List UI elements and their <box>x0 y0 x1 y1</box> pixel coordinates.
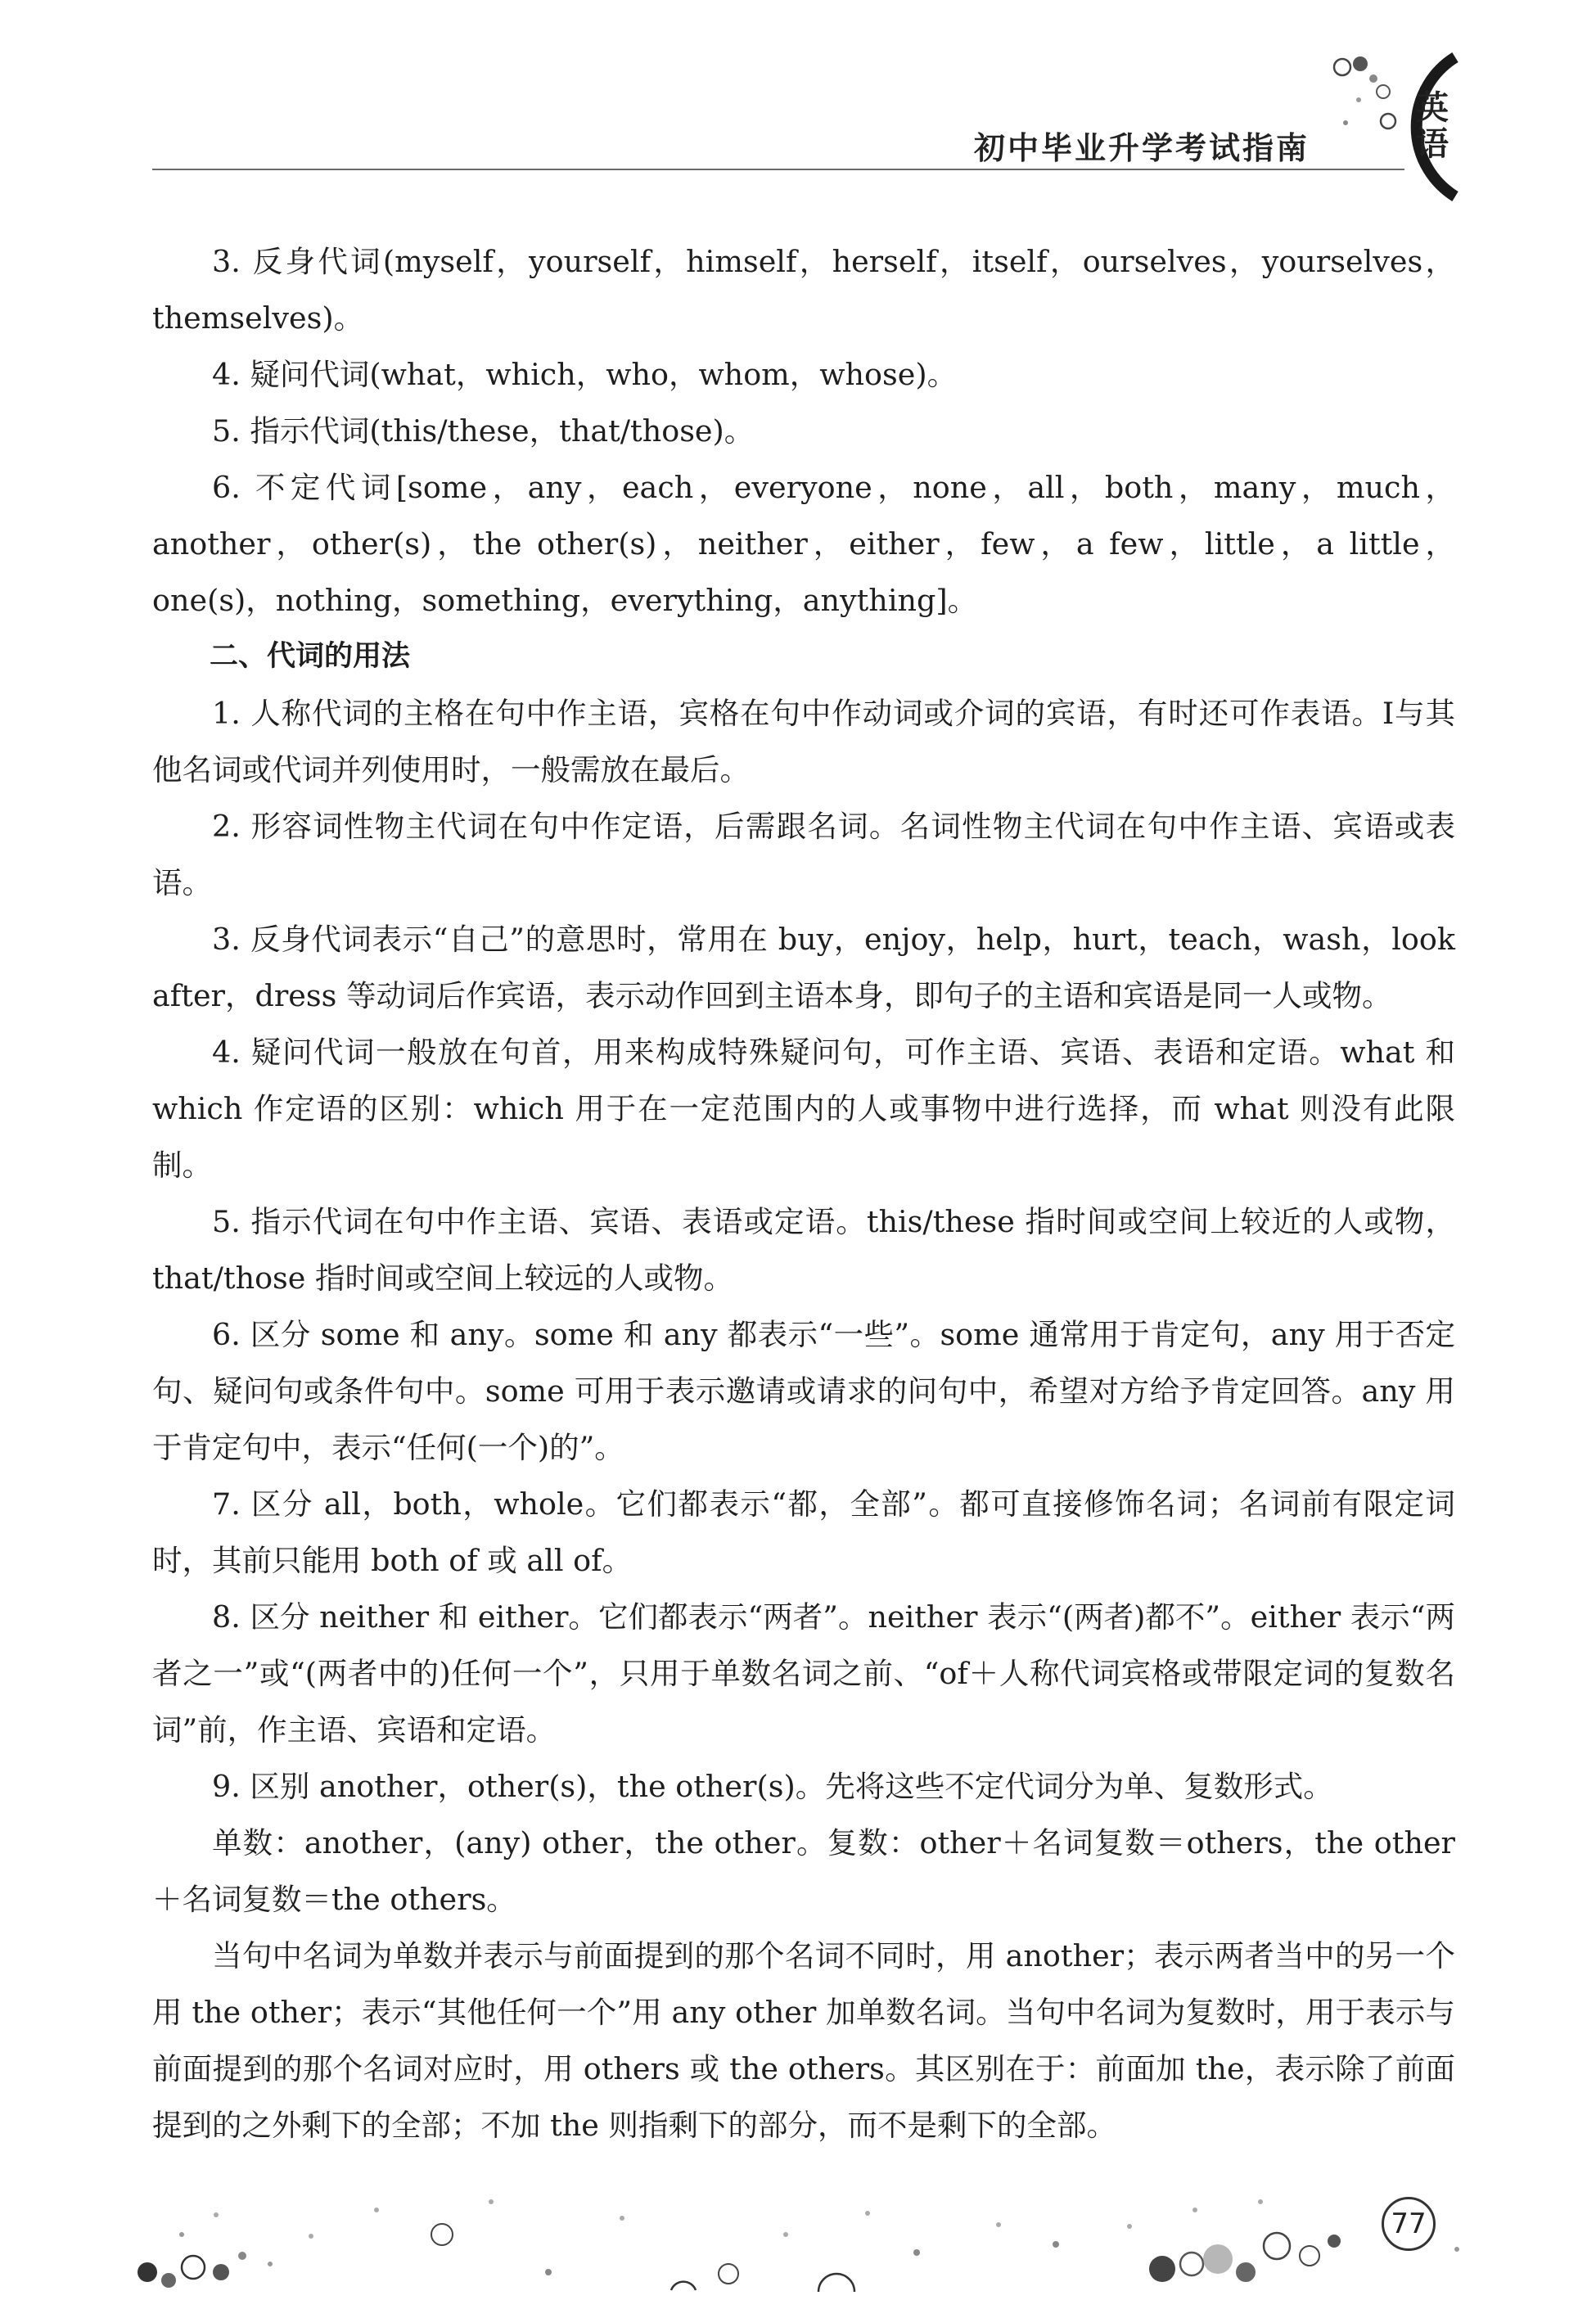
header-rule <box>152 169 1404 170</box>
usage-1: 1. 人称代词的主格在句中作主语，宾格在句中作动词或介词的宾语，有时还可作表语。I与其他名词或代词并列使用时，一般需放在最后。 <box>152 696 1455 787</box>
usage-8: 8. 区分 neither 和 either。它们都表示“两者”。neither 表示“(两者)都不”。either 表示“两者之一”或“(两者中的)任何一个”，只用于单数名词之前、“of＋人称代词宾格或带限定词的复数名词”前，作主语、宾语和定语。 <box>152 1599 1455 1748</box>
usage-2: 2. 形容词性物主代词在句中作定语，后需跟名词。名词性物主代词在句中作主语、宾语或表语。 <box>152 809 1455 900</box>
pronoun-type-6: 6. 不定代词[some，any，each，everyone，none，all，both，many，much，another，other(s)，the other(s)，neither，either，few，a few，little，a little，one(s)，nothing，something，everything，anything]。 <box>152 470 1455 618</box>
section-heading: 二、代词的用法 <box>210 640 411 673</box>
usage-7: 7. 区分 all，both，whole。它们都表示“都，全部”。都可直接修饰名词；名词前有限定词时，其前只能用 both of 或 all of。 <box>152 1486 1455 1578</box>
usage-3: 3. 反身代词表示“自己”的意思时，常用在 buy，enjoy，help，hurt，teach，wash，look after，dress 等动词后作宾语，表示动作回到主语本身，即句子的主语和宾语是同一人或物。 <box>152 922 1455 1013</box>
pronoun-type-4: 4. 疑问代词(what，which，who，whom，whose)。 <box>212 357 958 392</box>
footer-circle-decoration <box>131 2112 1473 2300</box>
subject-label: 英语 <box>1416 88 1449 163</box>
usage-5: 5. 指示代词在句中作主语、宾语、表语或定语。this/these 指时间或空间上较近的人或物，that/those 指时间或空间上较远的人或物。 <box>152 1204 1455 1296</box>
usage-9-singular-plural: 单数：another，(any) other，the other。复数：other＋名词复数＝others，the other＋名词复数＝the others。 <box>152 1825 1455 1917</box>
usage-9-explanation: 当句中名词为单数并表示与前面提到的那个名词不同时，用 another；表示两者当中的另一个用 the other；表示“其他任何一个”用 any other 加单数名词。当句中名词为复数时，用于表示与前面提到的那个名词对应时，用 others 或 the others。其区别在于：前面加 the，表示除了前面提到的之外剩下的全部；不加 the 则指剩下的部分，而不是剩下的全部。 <box>152 1938 1455 2143</box>
usage-6: 6. 区分 some 和 any。some 和 any 都表示“一些”。some 通常用于肯定句，any 用于否定句、疑问句或条件句中。some 可用于表示邀请或请求的问句中，希望对方给予肯定回答。any 用于肯定句中，表示“任何(一个)的”。 <box>152 1317 1455 1465</box>
page-number: 77 <box>1382 2197 1436 2251</box>
usage-4: 4. 疑问代词一般放在句首，用来构成特殊疑问句，可作主语、宾语、表语和定语。what 和 which 作定语的区别：which 用于在一定范围内的人或事物中进行选择，而 what 则没有此限制。 <box>152 1035 1455 1183</box>
pronoun-type-3: 3. 反身代词(myself，yourself，himself，herself，itself，ourselves，yourselves，themselves)。 <box>152 244 1455 336</box>
book-title: 初中毕业升学考试指南 <box>974 129 1310 166</box>
pronoun-type-5: 5. 指示代词(this/these，that/those)。 <box>212 413 755 449</box>
usage-9: 9. 区别 another，other(s)，the other(s)。先将这些不定代词分为单、复数形式。 <box>212 1769 1333 1804</box>
page-content <box>152 233 1455 2153</box>
